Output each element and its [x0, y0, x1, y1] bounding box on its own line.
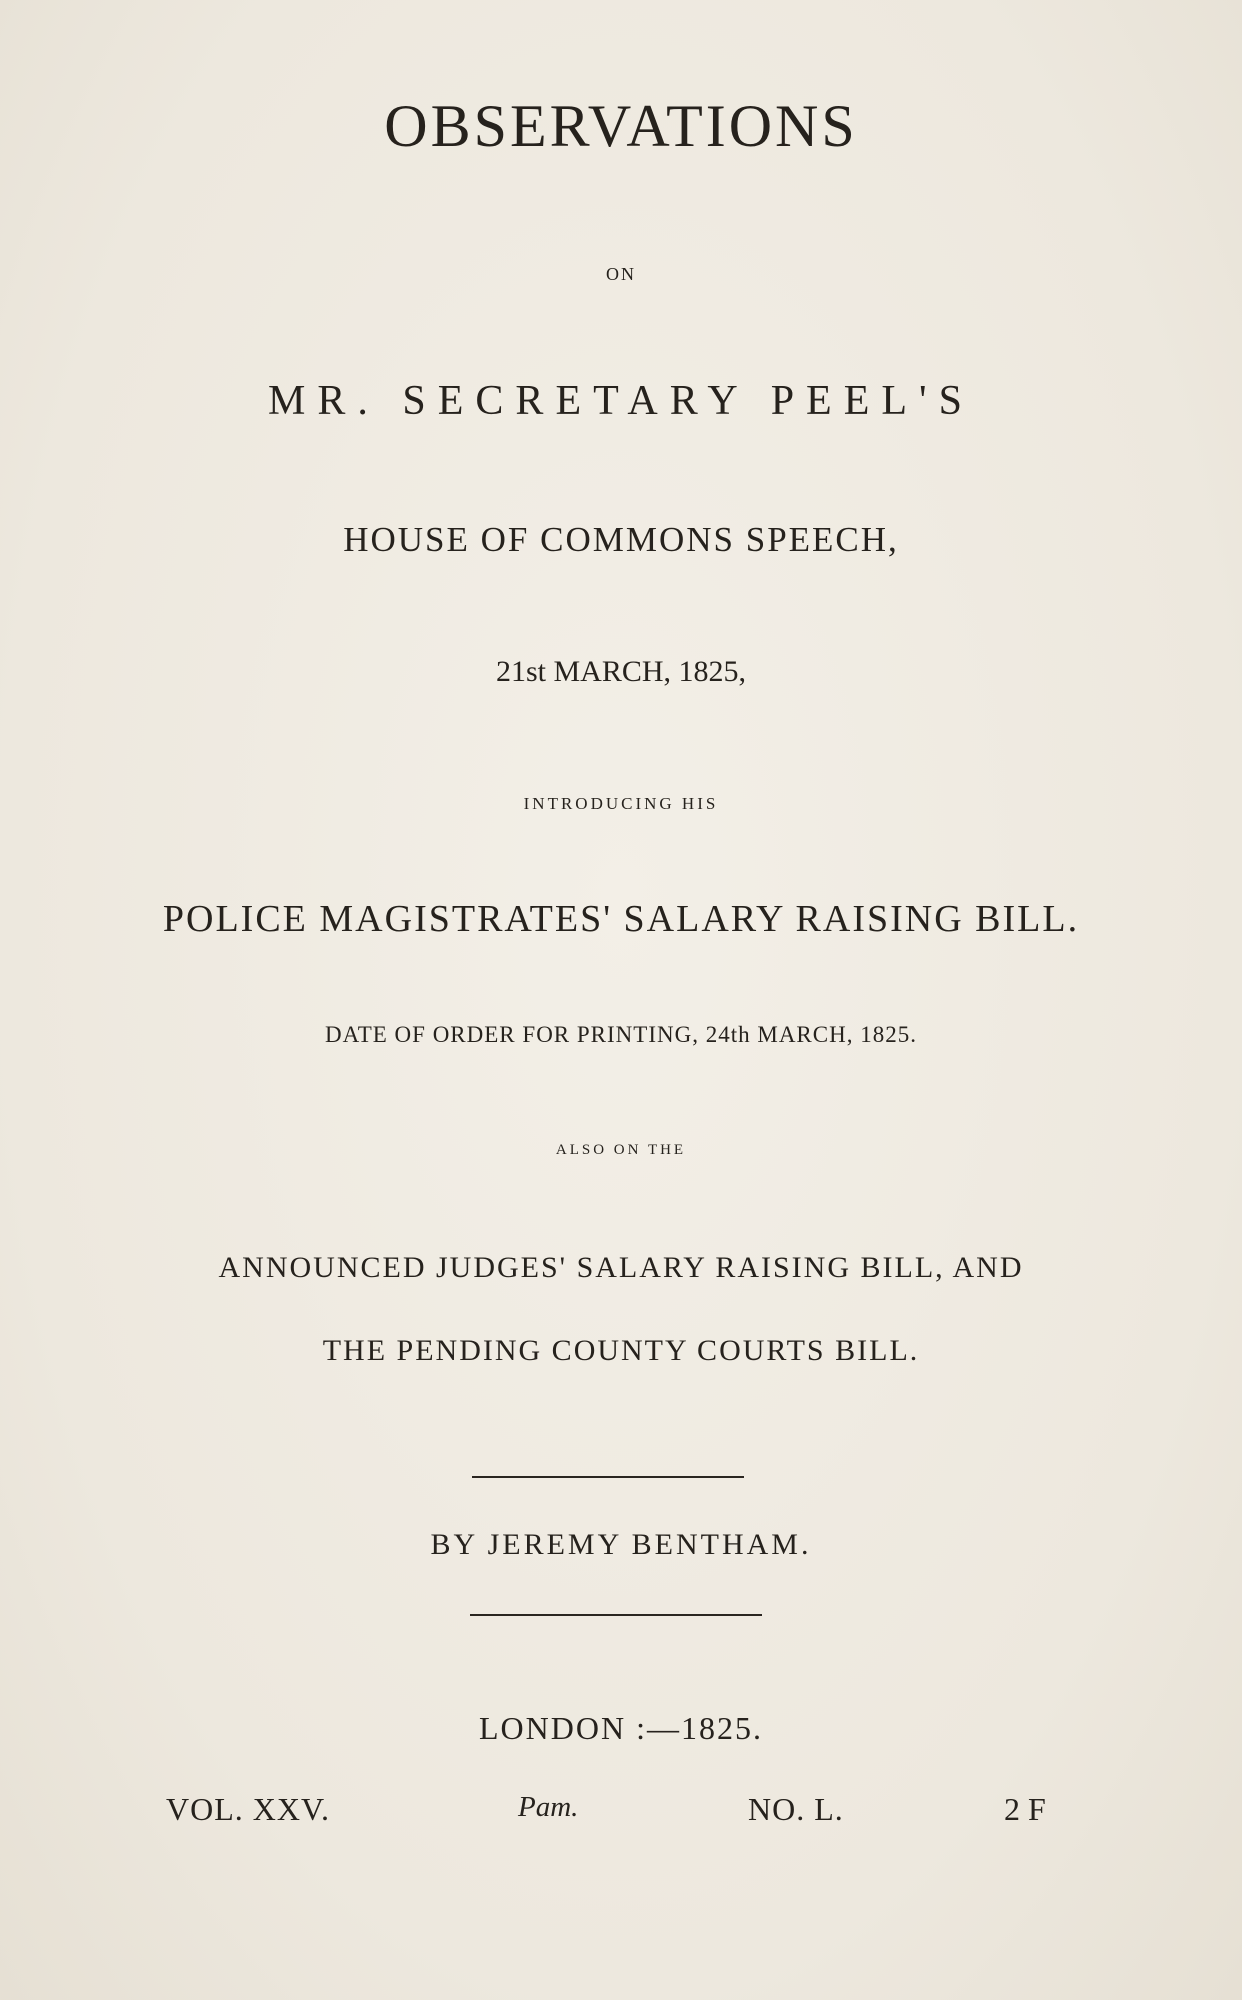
introducing-label: INTRODUCING HIS — [523, 794, 719, 813]
speech-date: 21st MARCH, 1825, — [495, 655, 747, 688]
on-label: ON — [606, 264, 636, 284]
author-line: BY JEREMY BENTHAM. — [430, 1528, 812, 1561]
pamphlet-label: Pam. — [518, 1791, 579, 1823]
county-bill-line: THE PENDING COUNTY COURTS BILL. — [322, 1334, 920, 1367]
also-on-label: ALSO ON THE — [555, 1142, 687, 1158]
volume-label: VOL. XXV. — [166, 1791, 330, 1827]
speech-line: HOUSE OF COMMONS SPEECH, — [343, 520, 899, 559]
order-date: DATE OF ORDER FOR PRINTING, 24th MARCH, 1825. — [325, 1022, 917, 1047]
subject-line: MR. SECRETARY PEEL'S — [268, 378, 974, 424]
divider-rule-bottom — [470, 1614, 762, 1616]
judges-bill-line: ANNOUNCED JUDGES' SALARY RAISING BILL, AND — [218, 1251, 1024, 1284]
number-label: NO. L. — [748, 1791, 844, 1827]
divider-rule-top — [472, 1476, 744, 1478]
title: OBSERVATIONS — [384, 93, 858, 159]
imprint-line: LONDON :—1825. — [479, 1710, 763, 1746]
bill-title: POLICE MAGISTRATES' SALARY RAISING BILL. — [162, 898, 1080, 940]
signature-mark: 2 F — [1004, 1791, 1046, 1827]
